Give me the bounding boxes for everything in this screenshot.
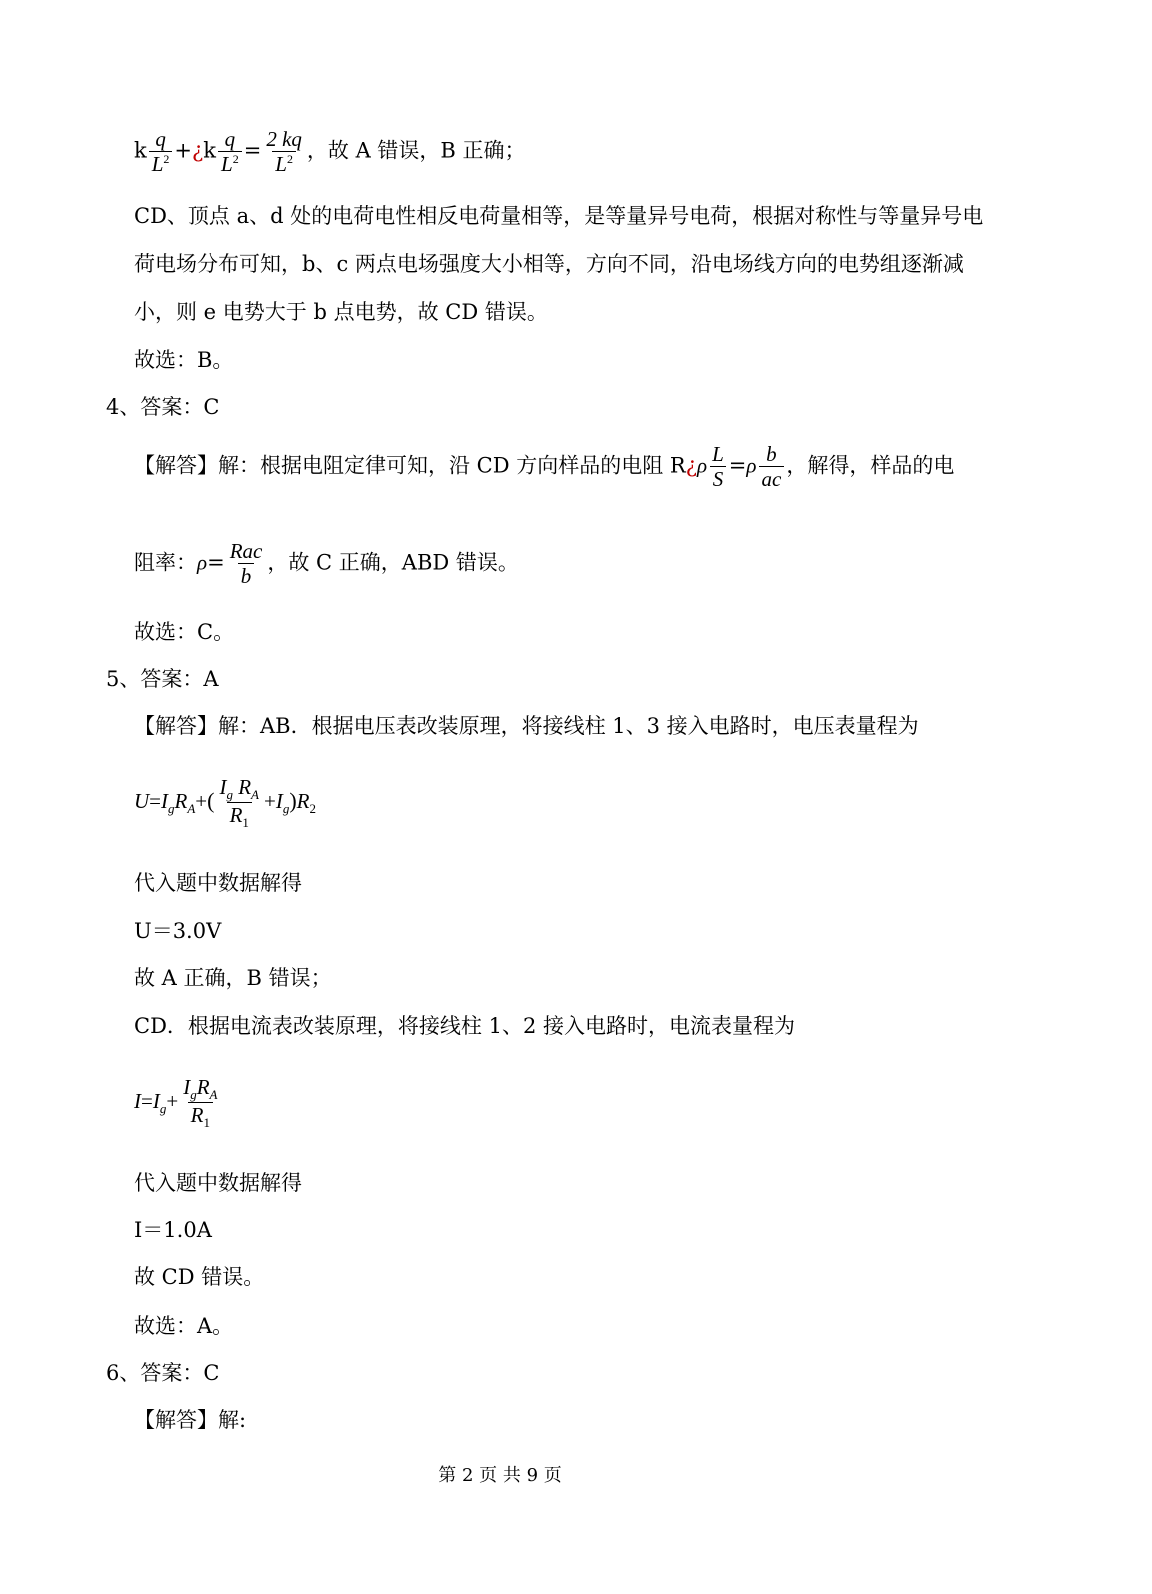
- fraction-IgRA-over-R1: [180, 1076, 220, 1131]
- sub-1: 1: [242, 815, 249, 831]
- var-R: R: [296, 789, 310, 814]
- fraction-L-over-S: [709, 443, 727, 491]
- frac-den: [188, 1102, 213, 1130]
- frac-den: [218, 151, 242, 176]
- frac-num: [180, 1076, 220, 1102]
- left-paren: (: [207, 788, 215, 814]
- paragraph-line: 荷电场分布可知，b、c 两点电场强度大小相等，方向不同，沿电场线方向的电势组逐渐减: [134, 252, 964, 276]
- var-R: R: [190, 1103, 204, 1128]
- frac-den: b: [238, 563, 255, 588]
- sub-g: g: [190, 1087, 197, 1102]
- sub-2: 2: [309, 801, 316, 817]
- exp-2: 2: [232, 152, 239, 167]
- fraction-Rac-over-b: [227, 540, 266, 588]
- fraction-2kq-over-L2: [263, 128, 305, 176]
- frac-num: q: [155, 127, 166, 151]
- frac-num: q: [224, 127, 236, 151]
- conclusion-text: ，故 C 正确，ABD 错误。: [267, 550, 519, 575]
- sub-g: g: [159, 1101, 167, 1117]
- frac-den: [272, 151, 296, 176]
- paragraph-line: 代入题中数据解得: [134, 871, 302, 895]
- var-I: I: [219, 775, 227, 799]
- frac-num: b: [766, 442, 777, 466]
- equals-sign: =: [728, 453, 747, 478]
- equals-sign: =: [141, 1089, 153, 1114]
- choice-line: 故选：A。: [134, 1314, 234, 1338]
- paragraph-line: CD．根据电流表改装原理，将接线柱 1、2 接入电路时，电流表量程为: [134, 1014, 795, 1038]
- sub-A: A: [251, 787, 259, 802]
- var-I: I: [275, 789, 283, 814]
- coef-k: k: [134, 138, 147, 163]
- garbled-char: ¿: [192, 138, 204, 163]
- answer-heading: 6、答案：C: [106, 1361, 220, 1385]
- frac-num: Rac: [229, 539, 263, 563]
- var-I: I: [134, 1089, 141, 1114]
- paragraph-line: 代入题中数据解得: [134, 1171, 302, 1195]
- exp-2: 2: [163, 152, 170, 167]
- equals-sign: =: [149, 789, 162, 814]
- var-L: L: [275, 152, 287, 177]
- sub-g: g: [282, 801, 290, 817]
- paragraph-line: 故 CD 错误。: [134, 1265, 265, 1289]
- rho-symbol: ρ: [746, 453, 757, 478]
- answer-heading: 4、答案：C: [106, 395, 220, 419]
- var-R: R: [229, 803, 243, 828]
- frac-den: [149, 151, 173, 176]
- var-L: L: [221, 152, 233, 177]
- sub-g: g: [168, 801, 175, 817]
- sub-1: 1: [203, 1115, 210, 1131]
- garbled-char: ¿: [685, 453, 698, 478]
- solution-line: [134, 443, 954, 491]
- current-formula: [134, 1076, 222, 1131]
- equals-sign: =: [243, 138, 262, 163]
- paragraph-line: 故 A 正确，B 错误；: [134, 966, 332, 990]
- paragraph-line: 小，则 e 电势大于 b 点电势，故 CD 错误。: [134, 300, 548, 324]
- plus-sign: +: [195, 789, 208, 814]
- sub-g: g: [226, 787, 233, 802]
- frac-num: 2 kq: [266, 127, 302, 151]
- var-I: I: [152, 1089, 160, 1114]
- sub-A: A: [209, 1087, 218, 1102]
- rho-symbol: ρ: [697, 453, 708, 478]
- label-text: 阻率：: [134, 550, 197, 575]
- frac-num: L: [712, 442, 724, 466]
- exp-2: 2: [286, 152, 293, 167]
- frac-den: ac: [759, 466, 785, 491]
- result-line: U＝3.0V: [134, 919, 222, 943]
- var-I: I: [183, 1075, 191, 1099]
- plus-sign: +: [264, 789, 276, 814]
- formula-conclusion: ，故 A 错误，B 正确；: [306, 138, 526, 163]
- solution-line: 【解答】解：AB．根据电压表改装原理，将接线柱 1、3 接入电路时，电压表量程为: [134, 714, 919, 738]
- var-I: I: [161, 789, 169, 814]
- result-line: I＝1.0A: [134, 1218, 212, 1242]
- choice-line: 故选：B。: [134, 348, 234, 372]
- voltage-formula: [134, 776, 316, 831]
- fraction-b-over-ac: [759, 443, 785, 491]
- resistivity-line: [134, 540, 519, 588]
- fraction-IgRA-over-R1: [216, 776, 262, 831]
- paragraph-line: CD、顶点 a、d 处的电荷电性相反电荷量相等，是等量异号电荷，根据对称性与等量异号电: [134, 204, 984, 228]
- rho-symbol: ρ: [197, 550, 208, 575]
- var-U: U: [134, 789, 150, 814]
- page-footer: 第 2 页 共 9 页: [438, 1465, 562, 1486]
- sub-A: A: [187, 801, 196, 817]
- frac-num: [216, 776, 262, 802]
- answer-heading: 5、答案：A: [106, 667, 219, 691]
- var-R: R: [196, 1075, 210, 1099]
- solution-line: 【解答】解:: [134, 1408, 247, 1432]
- solution-text: 【解答】解：根据电阻定律可知，沿 CD 方向样品的电阻 R: [134, 453, 686, 478]
- var-L: L: [151, 152, 164, 177]
- coef-k: k: [203, 138, 217, 163]
- frac-den: S: [710, 466, 727, 491]
- var-R: R: [238, 775, 252, 799]
- var-R: R: [174, 789, 188, 814]
- right-paren: ): [289, 788, 297, 814]
- solution-text: ，解得，样品的电: [786, 453, 955, 478]
- plus-sign: +: [174, 138, 193, 163]
- formula-field-sum: [134, 128, 526, 176]
- equals-sign: =: [207, 550, 225, 575]
- fraction-q-over-L2: [149, 128, 173, 176]
- choice-line: 故选：C。: [134, 620, 235, 644]
- plus-sign: +: [166, 1089, 179, 1114]
- frac-den: [227, 802, 252, 830]
- fraction-q-over-L2: [218, 128, 242, 176]
